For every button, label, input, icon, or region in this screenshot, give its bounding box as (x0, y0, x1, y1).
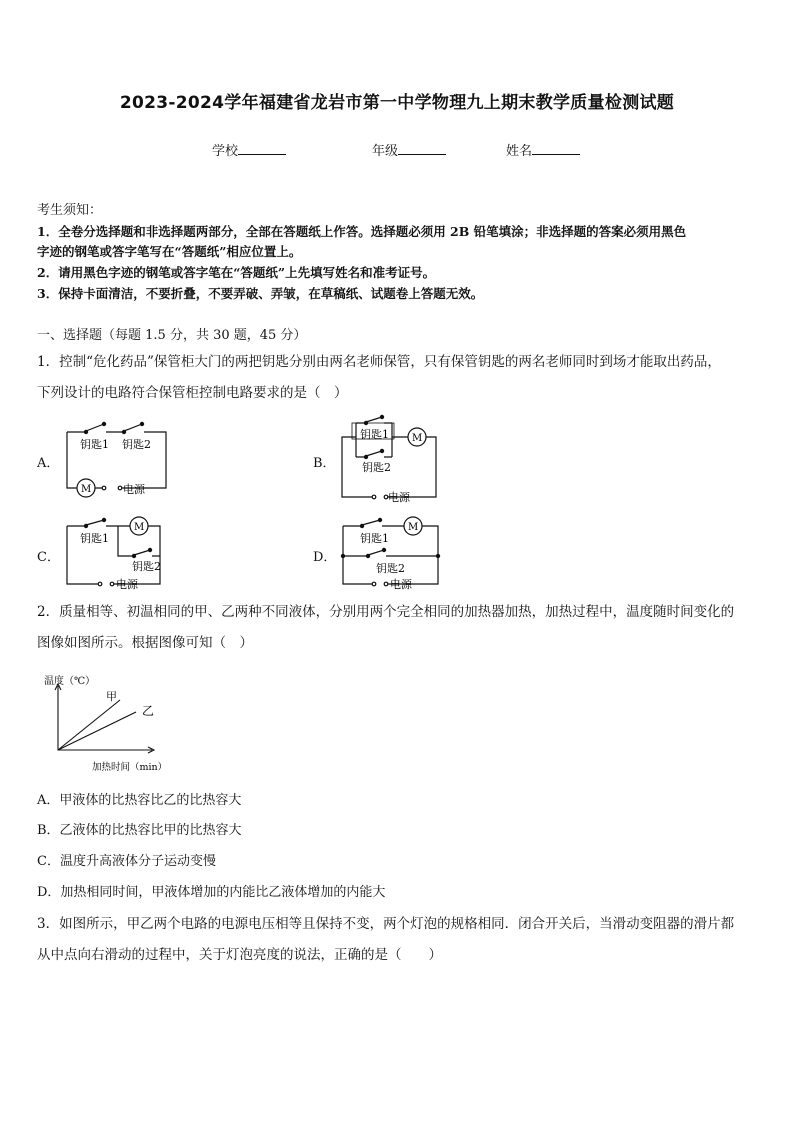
page-title: 2023-2024学年福建省龙岩市第一中学物理九上期末教学质量检测试题 (119, 93, 675, 113)
graph-line-yi-label: 乙 (142, 704, 155, 718)
circuit-b-motor-label: M (412, 433, 423, 444)
name-blank (532, 142, 580, 155)
q1-option-d-label: D． (313, 550, 337, 565)
circuit-d-power-label: 电源 (390, 578, 412, 591)
circuit-a-key2-label: 钥匙2 (122, 438, 151, 451)
circuit-b-key1-label: 钥匙1 (360, 428, 389, 441)
circuit-b-diagram (338, 413, 446, 505)
circuit-d-key1-label: 钥匙1 (360, 532, 389, 545)
q1-option-b-label: B． (313, 456, 336, 471)
circuit-c-power-label: 电源 (116, 578, 138, 591)
q1-option-a-label: A． (37, 456, 60, 471)
circuit-c-key2-label: 钥匙2 (132, 560, 161, 573)
circuit-d-key2-label: 钥匙2 (376, 562, 405, 575)
q1-option-c-label: C． (37, 550, 60, 565)
q2-option-c: C．温度升高液体分子运动变慢 (37, 854, 216, 869)
q2-option-d: D．加热相同时间，甲液体增加的内能比乙液体增加的内能大 (37, 885, 386, 900)
line-yi (58, 712, 136, 750)
grade-field (372, 140, 446, 159)
circuit-a-power-label: 电源 (123, 483, 145, 496)
notice-item-2: 2．请用黑色字迹的钢笔或答字笔在“答题纸”上先填写姓名和准考证号。 (37, 265, 436, 280)
name-label: 姓名 (506, 144, 533, 159)
school-field (212, 140, 286, 159)
q3-text-line2: 从中点向右滑动的过程中，关于灯泡亮度的说法，正确的是（ ） (37, 947, 442, 963)
graph-line-jia-label: 甲 (106, 690, 117, 703)
circuit-a-key1-label: 钥匙1 (80, 438, 109, 451)
notice-item-1: 1．全卷分选择题和非选择题两部分，全部在答题纸上作答。选择题必须用 2B 铅笔填涂；非选择题的答案必须用黑色 (37, 224, 687, 239)
name-field (506, 140, 580, 159)
q3-text-line1: 3．如图所示，甲乙两个电路的电源电压相等且保持不变，两个灯泡的规格相同．闭合开关后，当滑动变阻器的滑片都 (37, 916, 735, 932)
circuit-b-key2-label: 钥匙2 (362, 461, 391, 474)
q2-text-line1: 2．质量相等、初温相同的甲、乙两种不同液体，分别用两个完全相同的加热器加热，加热过程中，温度随时间变化的 (37, 604, 735, 620)
circuit-d-diagram (338, 512, 446, 594)
graph-x-label: 加热时间（min） (92, 762, 168, 773)
circuit-c-key1-label: 钥匙1 (80, 532, 109, 545)
q2-option-b: B．乙液体的比热容比甲的比热容大 (37, 823, 242, 838)
section-heading: 一、选择题（每题 1.5 分，共 30 题，45 分） (37, 328, 307, 343)
school-label: 学校 (212, 144, 239, 159)
temperature-time-graph (40, 670, 180, 780)
circuit-c-diagram (62, 512, 172, 594)
school-blank (238, 142, 286, 155)
circuit-b-power-label: 电源 (388, 491, 410, 504)
circuit-d-motor-label: M (408, 522, 419, 533)
q1-text-line1: 1．控制“危化药品”保管柜大门的两把钥匙分别由两名老师保管，只有保管钥匙的两名老师同时到场才能取出药品， (37, 354, 721, 370)
q2-option-a: A．甲液体的比热容比乙的比热容大 (37, 793, 242, 808)
circuit-a-motor-label: M (81, 484, 92, 495)
q2-text-line2: 图像如图所示。根据图像可知（ ） (37, 635, 253, 651)
circuit-c-motor-label: M (134, 522, 145, 533)
notice-item-3: 3．保持卡面清洁，不要折叠，不要弄破、弄皱，在草稿纸、试题卷上答题无效。 (37, 286, 484, 301)
circuit-a-diagram (62, 418, 172, 500)
line-jia (58, 700, 120, 750)
notice-heading: 考生须知： (37, 203, 103, 218)
notice-item-1-cont: 字迹的钢笔或答字笔写在“答题纸”相应位置上。 (37, 244, 302, 259)
grade-blank (398, 142, 446, 155)
graph-y-label: 温度（℃） (44, 676, 96, 687)
grade-label: 年级 (372, 144, 399, 159)
q1-text-line2: 下列设计的电路符合保管柜控制电路要求的是（ ） (37, 385, 348, 401)
